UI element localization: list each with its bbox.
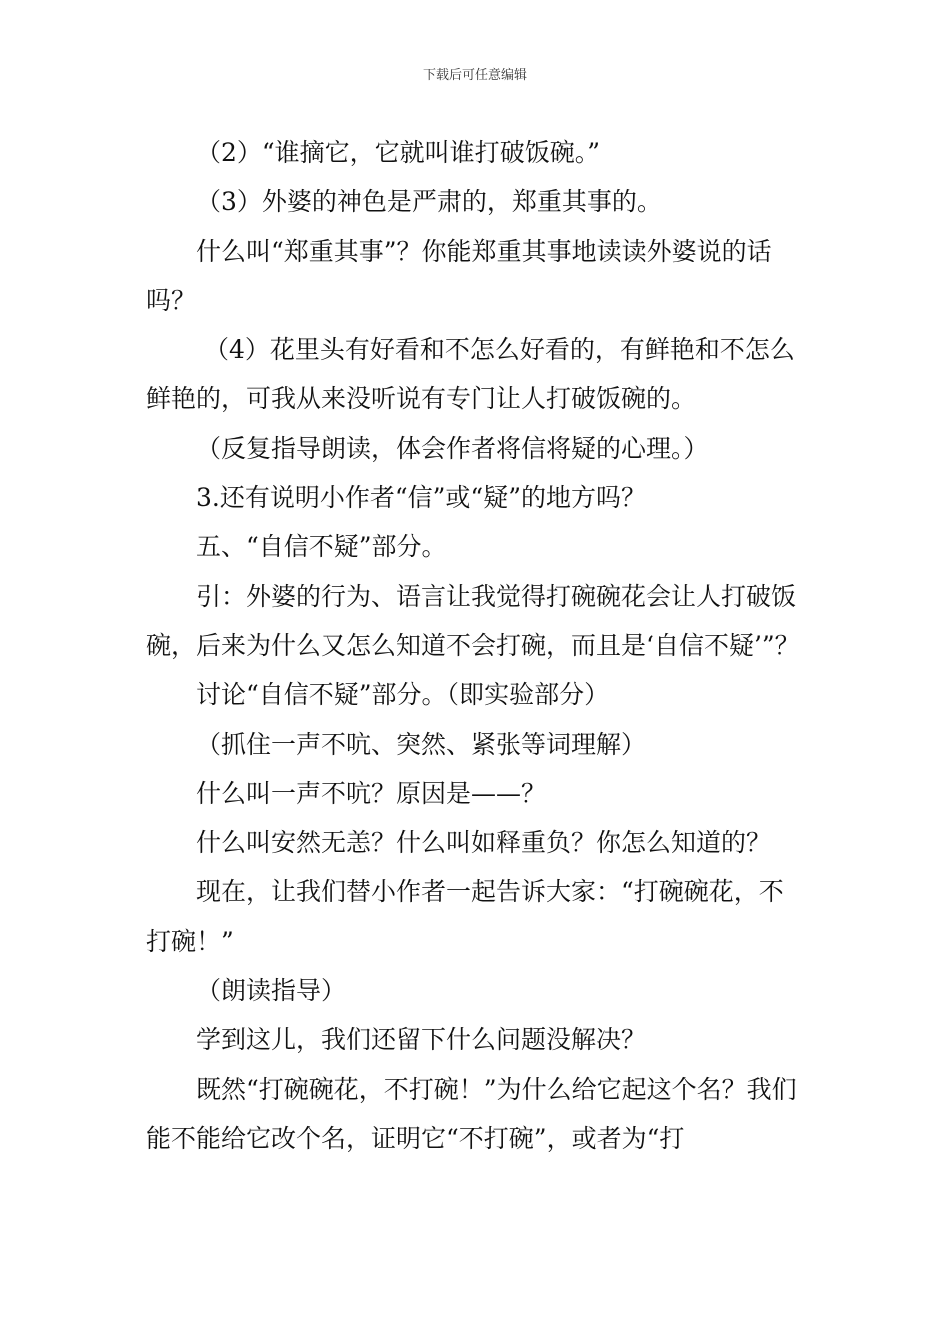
paragraph: （朗读指导） xyxy=(196,976,347,1006)
paragraph: 学到这儿，我们还留下什么问题没解决？ xyxy=(196,1025,647,1055)
paragraph: 什么叫“郑重其事”？你能郑重其事地读读外婆说的话吗？ xyxy=(146,236,772,315)
paragraph: （2）“谁摘它，它就叫谁打破饭碗。” xyxy=(196,138,600,167)
paragraph: 什么叫安然无恙？什么叫如释重负？你怎么知道的？ xyxy=(196,828,772,858)
paragraph: 3.还有说明小作者“信”或“疑”的地方吗？ xyxy=(196,483,646,513)
paragraph: 现在，让我们替小作者一起告诉大家：“打碗碗花，不打碗！” xyxy=(146,877,784,956)
paragraph: （反复指导朗读，体会作者将信将疑的心理。） xyxy=(196,433,709,463)
paragraph: （4）花里头有好看和不怎么好看的，有鲜艳和不怎么鲜艳的，可我从来没听说有专门让人打破饭碗的。 xyxy=(146,335,795,414)
paragraph: 讨论“自信不疑”部分。（即实验部分） xyxy=(196,680,610,710)
page-header: 下载后可任意编辑 xyxy=(422,68,527,83)
paragraph: 引：外婆的行为、语言让我觉得打碗碗花会让人打破饭碗，后来为什么又怎么知道不会打碗，而且是‘自信不疑’”？ xyxy=(146,581,800,660)
paragraph: 既然“打碗碗花，不打碗！”为什么给它起这个名？我们能不能给它改个名，证明它“不打碗”，或者为“打 xyxy=(146,1074,797,1153)
document-body xyxy=(146,128,808,1163)
paragraph: （3）外婆的神色是严肃的，郑重其事的。 xyxy=(196,187,662,217)
section-heading: 五、“自信不疑”部分。 xyxy=(196,532,447,562)
paragraph: 什么叫一声不吭？原因是——？ xyxy=(196,778,547,808)
paragraph: （抓住一声不吭、突然、紧张等词理解） xyxy=(196,729,647,759)
